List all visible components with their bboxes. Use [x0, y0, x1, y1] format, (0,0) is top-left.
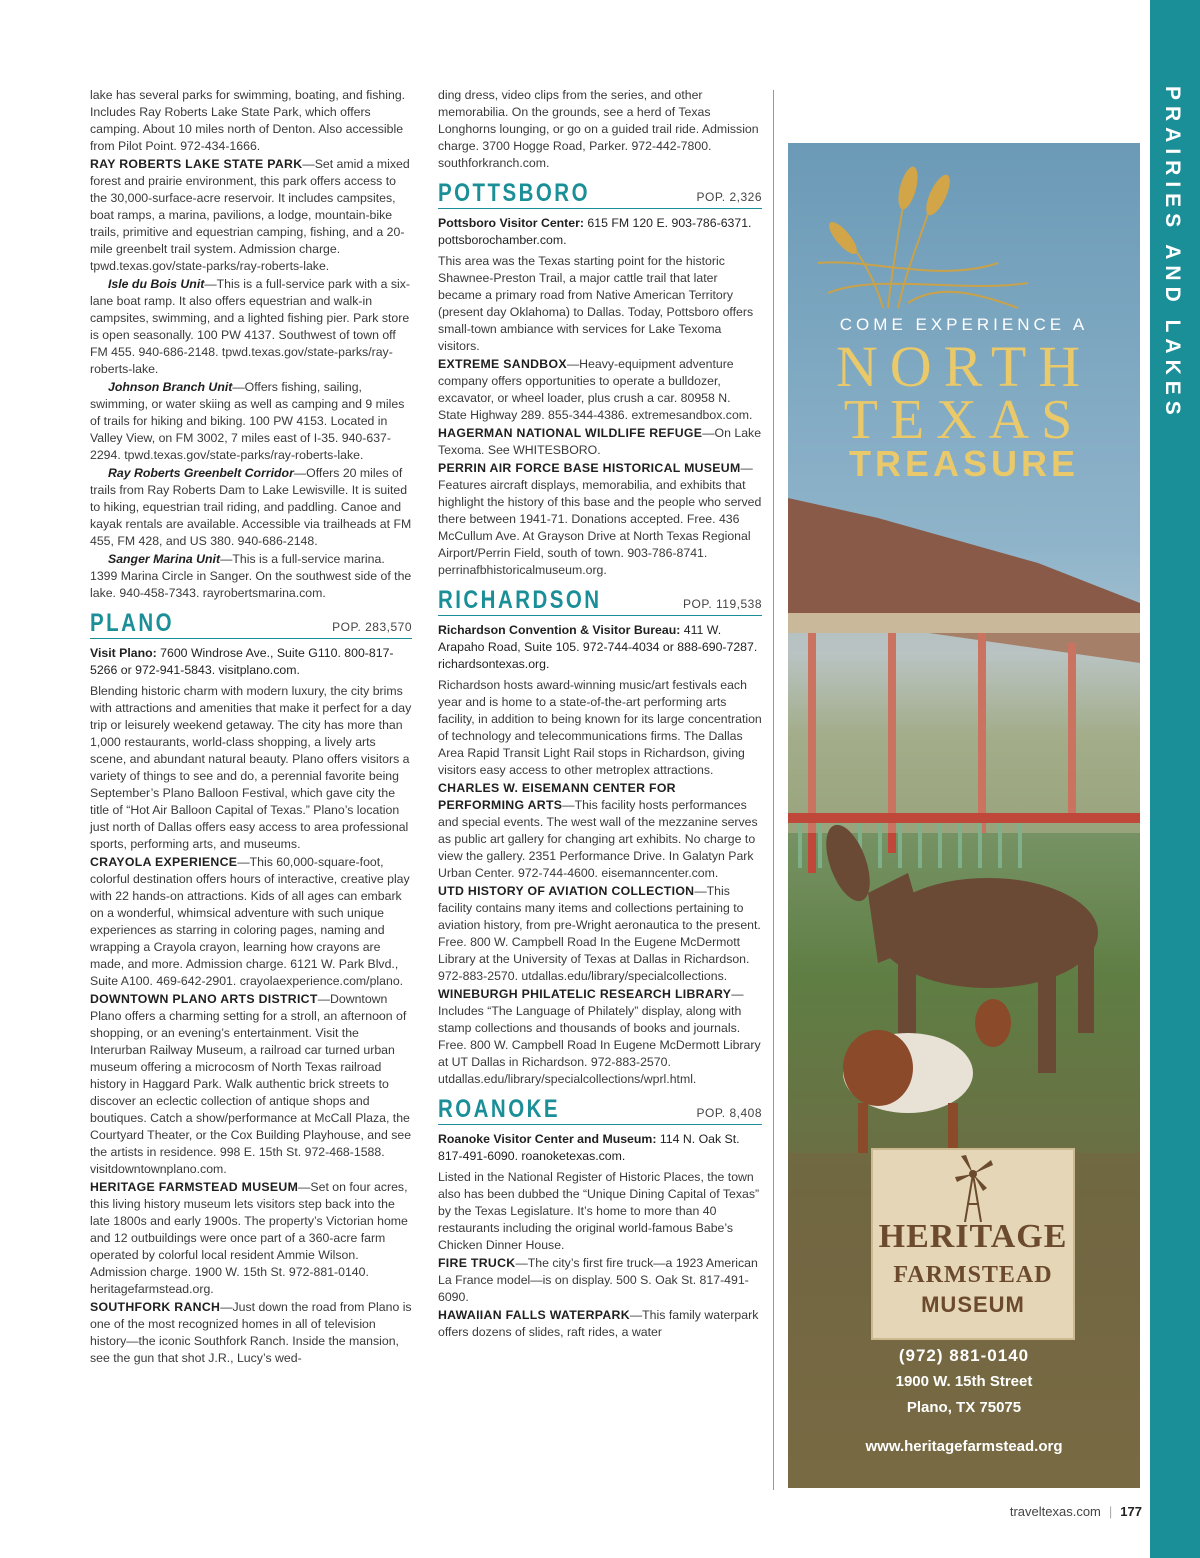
listing	[438, 883, 762, 985]
visitor-center-label: Richardson Convention & Visitor Bureau:	[438, 623, 681, 637]
listing	[90, 1299, 412, 1367]
listing	[438, 425, 762, 459]
visitor-center	[438, 1131, 762, 1165]
listing-text: —Set amid a mixed forest and prairie environment, this park offers access to the 30,000-surface-acre reservoir. It includes campsites, boat ramps, a marina, pavilions, a lodge, mountain-bike trails, primitive and equestrian camping, fishing, and a 20-mile greenbelt trail system. Admission charge. tpwd.texas.gov/state-parks/ray-roberts-lake.	[90, 157, 410, 273]
listing	[90, 465, 412, 550]
listing	[438, 460, 762, 579]
paragraph: Richardson hosts award-winning music/art festivals each year and is home to a state-of-the-art performing arts facility, in addition to being known for its large concentration of technology and telecommunications firms. The Dallas Area Rapid Transit Light Rail stops in Richardson, giving visitors easy access to other metroplex attractions.	[438, 678, 762, 777]
listing	[438, 986, 762, 1088]
city-population: POP. 8,408	[696, 1106, 762, 1120]
listing-title: WINEBURGH PHILATELIC RESEARCH LIBRARY	[438, 987, 732, 1001]
ad-address-line2: Plano, TX 75075	[906, 1399, 1022, 1416]
listing-title: PERRIN AIR FORCE BASE HISTORICAL MUSEUM	[438, 461, 741, 475]
page-number: 177	[1120, 1504, 1142, 1519]
visitor-center-label: Roanoke Visitor Center and Museum:	[438, 1132, 657, 1146]
listing	[90, 854, 412, 990]
city-header-roanoke	[438, 1096, 762, 1125]
listing	[438, 780, 762, 882]
city-population: POP. 2,326	[696, 190, 762, 204]
listing-title: HAWAIIAN FALLS WATERPARK	[438, 1308, 630, 1322]
ad-contact	[788, 1343, 1140, 1421]
listing	[438, 1307, 762, 1341]
section-tab	[1150, 0, 1200, 1558]
listing-title: HAGERMAN NATIONAL WILDLIFE REFUGE	[438, 426, 703, 440]
city-name: ROANOKE	[438, 1095, 561, 1123]
listing-text: —This facility hosts performances and special events. The west wall of the mezzanine serves as public art gallery for changing art exhibits. No charge to view the gallery. 2351 Performance Drive. In Galatyn Park Urban Center. 972-744-4600. eisemanncenter.com.	[438, 798, 758, 880]
visitor-center	[438, 622, 762, 673]
city-header-richardson	[438, 587, 762, 616]
listing-title: UTD HISTORY OF AVIATION COLLECTION	[438, 884, 695, 898]
visitor-center	[90, 645, 412, 679]
visitor-center-label: Visit Plano:	[90, 646, 157, 660]
city-name: PLANO	[90, 609, 175, 637]
paragraph: Blending historic charm with modern luxury, the city brims with attractions and amenities that make it perfect for a day trip or leisurely weekend getaway. The city has more than 1,000 restaurants, world-class shopping, a lively arts scene, and abundant natural beauty. Plano offers visitors a variety of things to see and do, a perennial favorite being September’s Plano Balloon Festival, which gave city the title of “Hot Air Balloon Capital of Texas.” Plano’s location just north of Dallas offers easy access to area professional sports, performing arts, and museums.	[90, 684, 412, 851]
paragraph: ding dress, video clips from the series, and other memorabilia. On the grounds, see a herd of Texas Longhorns lounging, or go on a guided trail ride. Admission charge. 3700 Hogge Road, Parker. 972-442-7800. southforkranch.com.	[438, 88, 759, 170]
ad-phone: (972) 881-0140	[898, 1346, 1030, 1365]
listing	[90, 276, 412, 378]
listing-title: EXTREME SANDBOX	[438, 357, 567, 371]
listing-text: —On Lake Texoma. See WHITESBORO.	[438, 426, 762, 457]
listing-title: Ray Roberts Greenbelt Corridor	[108, 466, 294, 480]
footer-separator: |	[1108, 1504, 1113, 1519]
listing-title: Johnson Branch Unit	[108, 380, 233, 394]
ad-tagline: COME EXPERIENCE A	[839, 315, 1089, 334]
listing-text: —Offers fishing, sailing, swimming, or water skiing as well as camping and 9 miles of trails for hiking and biking. 100 PW 4153. Located in Valley View, on FM 3002, 7 miles east of I-35. 940-637-2294. tpwd.texas.gov/state-parks/ray-roberts-lake.	[90, 380, 405, 462]
donkey-icon	[817, 819, 1098, 1073]
listing-text: —This is a full-service marina. 1399 Marina Circle in Sanger. On the southwest side of the lake. 940-458-7343. rayrobertsmarina.com.	[90, 552, 412, 600]
listing-text: —Offers 20 miles of trails from Ray Roberts Dam to Lake Lewisville. It is suited to hiking, equestrian trail riding, and paddling. Canoe and kayak rentals are available. Accessible via trailheads at FM 455, FM 428, and US 380. 940-686-2148.	[90, 466, 412, 548]
footer-site: traveltexas.com	[1009, 1504, 1101, 1519]
windmill-icon	[873, 1154, 1073, 1224]
listing-text: —Includes “The Language of Philately” display, along with stamp collections and thousands of books and journals. Free. 800 W. Campbell Road In Eugene McDermott Library at UT Dallas in Richardson. 972-883-2570. utdallas.edu/library/specialcollections/wprl.html.	[438, 987, 761, 1086]
listing-title: CHARLES W. EISEMANN CENTER FOR PERFORMING ARTS	[438, 781, 676, 812]
listing-title: DOWNTOWN PLANO ARTS DISTRICT	[90, 992, 318, 1006]
logo-word-museum: MUSEUM	[921, 1292, 1025, 1317]
city-name: POTTSBORO	[438, 179, 590, 207]
ad-address-line1: 1900 W. 15th Street	[895, 1373, 1033, 1390]
listing-text: —Heavy-equipment adventure company offers opportunities to operate a bulldozer, excavator, or wheel loader, plus crush a car. 80958 N. State Highway 289. 855-344-4386. extremesandbox.com.	[438, 357, 753, 422]
goat-icon	[843, 999, 1011, 1153]
listing-text: —Downtown Plano offers a charming setting for a stroll, an afternoon of shopping, or an evening’s entertainment. Visit the Interurban Railway Museum, a railroad car turned urban museum offering a microcosm of North Texas railroad history in Haggard Park. Walk authentic brick streets to discover an eclectic collection of antique shops and boutiques. Catch a show/performance at McCall Plaza, the Courtyard Theater, or the Cox Building Playhouse, and see the artists in residence. 998 E. 15th St. 972-468-1588. visitdowntownplano.com.	[90, 992, 412, 1176]
listing-text: —This family waterpark offers dozens of slides, raft rides, a water	[438, 1308, 759, 1339]
listing	[90, 379, 412, 464]
listing	[90, 551, 412, 602]
listing-text: —This is a full-service park with a six-lane boat ramp. It also offers equestrian and walk-in campsites, swimming, and a lighted fishing pier. Park store is open seasonally. 100 PW 4137. Southwest of town off FM 455. 940-686-2148. tpwd.texas.gov/state-parks/ray-roberts-lake.	[90, 277, 411, 376]
listing-text: —Features aircraft displays, memorabilia, and exhibits that highlight the history of this base and the people who served there between 1941-71. Donations accepted. Free. 436 McCullum Ave. At Grayson Drive at North Texas Regional Airport/Perrin Field, south of town. 903-786-8741. perrinafbhistoricalmuseum.org.	[438, 461, 762, 577]
listing-title: Isle du Bois Unit	[108, 277, 205, 291]
logo-word-heritage: HERITAGE	[878, 1218, 1068, 1255]
listing-text: —This facility contains many items and collections pertaining to aviation history, from pre-Wright aeronautica to the present. Free. 800 W. Campbell Road In the Eugene McDermott Library at the University of Texas at Dallas in Richardson. 972-883-2570. utdallas.edu/library/specialcollections.	[438, 884, 761, 983]
visitor-center-text: 615 FM 120 E. 903-786-6371. pottsborochamber.com.	[438, 216, 752, 247]
logo-word-farmstead: FARMSTEAD	[893, 1262, 1053, 1288]
listing-title: CRAYOLA EXPERIENCE	[90, 855, 238, 869]
listing-title: SOUTHFORK RANCH	[90, 1300, 221, 1314]
listing-text: —Just down the road from Plano is one of the most recognized homes in all of television history—the iconic Southfork Ranch. Inside the mansion, see the gun that shot J.R., Lucy’s wed-	[90, 1300, 412, 1365]
city-population: POP. 119,538	[683, 597, 762, 611]
listing-title: Sanger Marina Unit	[108, 552, 221, 566]
paragraph: This area was the Texas starting point for the historic Shawnee-Preston Trail, a major cattle trail that later became a primary road from Native American Territory (present day Oklahoma) to Dallas. Today, Pottsboro offers small-town ambiance with services for Lake Texoma visitors.	[438, 254, 754, 353]
listing-text: —This 60,000-square-foot, colorful destination offers hours of interactive, creative play with 22 hands-on attractions. Kids of all ages can embark on a wonderful, whimsical adventure with such unique experiences as starring in coloring pages, naming and wrapping a Crayola crayon, learning how crayons are made, and more. Admission charge. 6121 W. Park Blvd., Suite A100. 469-642-2901. crayolaexperience.com/plano.	[90, 855, 410, 988]
listing	[90, 156, 412, 275]
listing	[438, 1255, 762, 1306]
paragraph: Listed in the National Register of Historic Places, the town also has been dubbed the “Unique Dining Capital of Texas” by the Texas Legislature. It’s home to more than 40 restaurants including the original world-famous Babe’s Chicken Dinner House.	[438, 1170, 760, 1252]
visitor-center-text: 7600 Windrose Ave., Suite G110. 800-817-5266 or 972-941-5843. visitplano.com.	[90, 646, 394, 677]
listing-title: HERITAGE FARMSTEAD MUSEUM	[90, 1180, 299, 1194]
column-divider	[773, 90, 774, 1490]
section-tab-label: PRAIRIES AND LAKES	[1161, 86, 1184, 421]
city-name: RICHARDSON	[438, 586, 602, 614]
visitor-center-text: 411 W. Arapaho Road, Suite 105. 972-744-4034 or 888-690-7287. richardsontexas.org.	[438, 623, 758, 671]
listing-text: —Set on four acres, this living history museum lets visitors step back into the late 1800s and early 1900s. The property’s Victorian home and 12 outbuildings were once part of a 360-acre farm operated by colorful local resident Ammie Wilson. Admission charge. 1900 W. 15th St. 972-881-0140. heritagefarmstead.org.	[90, 1180, 408, 1296]
listing	[90, 1179, 412, 1298]
listing	[438, 356, 762, 424]
ad-headline-treasure: TREASURE	[848, 443, 1080, 484]
listing-text: —The city’s first fire truck—a 1923 American La France model—is on display. 500 S. Oak St. 817-491-6090.	[438, 1256, 758, 1304]
listing	[90, 991, 412, 1178]
paragraph: lake has several parks for swimming, boating, and fishing. Includes Ray Roberts Lake State Park, which offers camping. About 10 miles north of Denton. Also accessible from Pilot Point. 972-434-1666.	[90, 88, 406, 153]
advertisement	[788, 143, 1140, 1488]
city-header-plano	[90, 610, 412, 639]
city-population: POP. 283,570	[332, 620, 412, 634]
column-middle	[438, 87, 762, 1342]
visitor-center-label: Pottsboro Visitor Center:	[438, 216, 584, 230]
ad-website: www.heritagefarmstead.org	[865, 1438, 1063, 1455]
ad-headline-north: NORTH	[835, 334, 1093, 399]
city-header-pottsboro	[438, 180, 762, 209]
ad-headline-texas: TEXAS	[843, 389, 1085, 451]
listing-title: RAY ROBERTS LAKE STATE PARK	[90, 157, 303, 171]
visitor-center	[438, 215, 762, 249]
museum-logo	[873, 1150, 1073, 1338]
column-left	[90, 87, 412, 1368]
listing-title: FIRE TRUCK	[438, 1256, 516, 1270]
page-footer	[1010, 1504, 1142, 1519]
visitor-center-text: 114 N. Oak St. 817-491-6090. roanoketexas.com.	[438, 1132, 740, 1163]
